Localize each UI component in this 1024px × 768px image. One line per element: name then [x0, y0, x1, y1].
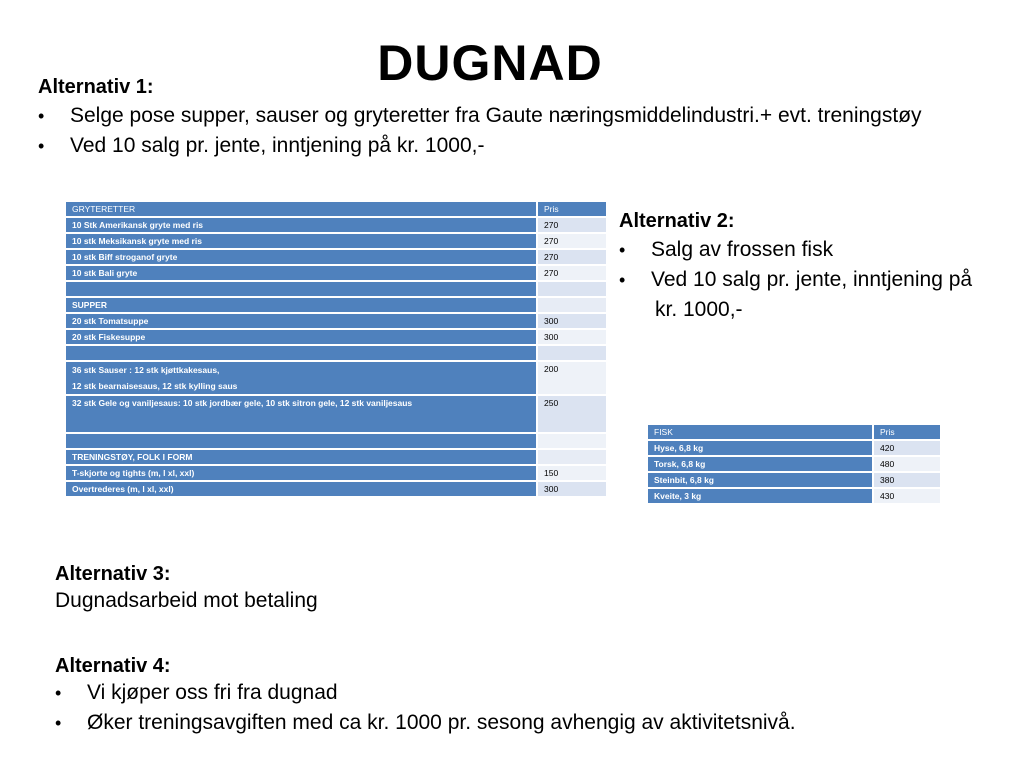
product-name: Overtrederes (m, l xl, xxl)	[66, 482, 536, 496]
alternativ-2-continuation: kr. 1000,-	[655, 298, 743, 321]
fish-table-container	[646, 423, 942, 505]
product-name-multiline	[66, 362, 536, 394]
alternativ-3-text: Dugnadsarbeid mot betaling	[55, 589, 318, 612]
product-price: 270	[538, 218, 606, 232]
product-price	[538, 434, 606, 448]
product-price: 300	[538, 482, 606, 496]
table-row	[66, 482, 606, 496]
alternativ-4-bullet-text: Vi kjøper oss fri fra dugnad	[87, 681, 338, 704]
product-name: 10 stk Meksikansk gryte med ris	[66, 234, 536, 248]
table-row-empty	[66, 346, 606, 360]
table-section-row	[66, 450, 606, 464]
product-name: 20 stk Tomatsuppe	[66, 314, 536, 328]
product-name: T-skjorte og tights (m, l xl, xxl)	[66, 466, 536, 480]
product-price	[538, 450, 606, 464]
alternativ-4-heading: Alternativ 4:	[55, 655, 171, 677]
product-price: 150	[538, 466, 606, 480]
table-row	[66, 218, 606, 232]
fish-name: Steinbit, 6,8 kg	[648, 473, 872, 487]
alternativ-4-bullet-text: Øker treningsavgiften med ca kr. 1000 pr. sesong avhengig av aktivitetsnivå.	[87, 711, 796, 734]
product-price	[538, 282, 606, 296]
alternativ-2-bullet-text: Ved 10 salg pr. jente, inntjening på	[651, 268, 973, 291]
section-label: TRENINGSTØY, FOLK I FORM	[66, 450, 536, 464]
alternativ-1-heading: Alternativ 1:	[38, 76, 154, 98]
table-row	[66, 234, 606, 248]
bullet-icon: •	[55, 713, 62, 733]
table-row	[66, 396, 606, 432]
fish-price: 380	[874, 473, 940, 487]
table-row	[66, 250, 606, 264]
product-name: 10 stk Bali gryte	[66, 266, 536, 280]
table-row-empty	[66, 434, 606, 448]
product-table-container	[64, 200, 608, 498]
table-row	[648, 473, 940, 487]
alternativ-3-heading: Alternativ 3:	[55, 563, 171, 585]
product-name	[66, 282, 536, 296]
alternativ-4-bullet	[55, 708, 796, 738]
alternativ-2-bullet	[619, 265, 972, 295]
table-header-cell: FISK	[648, 425, 872, 439]
table-header-cell: GRYTERETTER	[66, 202, 536, 216]
table-header-cell: Pris	[538, 202, 606, 216]
product-price	[538, 346, 606, 360]
section-label: SUPPER	[66, 298, 536, 312]
fish-name: Torsk, 6,8 kg	[648, 457, 872, 471]
product-price: 270	[538, 266, 606, 280]
alternativ-4-section	[55, 655, 796, 738]
product-price-table	[64, 200, 608, 498]
product-name: 10 stk Biff stroganof gryte	[66, 250, 536, 264]
alternativ-1-bullet	[38, 131, 922, 161]
alternativ-1-bullet	[38, 101, 922, 131]
table-row	[648, 457, 940, 471]
fish-price-table	[646, 423, 942, 505]
bullet-icon: •	[38, 136, 45, 156]
table-row	[648, 441, 940, 455]
alternativ-2-heading: Alternativ 2:	[619, 210, 735, 232]
product-name	[66, 346, 536, 360]
fish-price: 480	[874, 457, 940, 471]
product-price: 300	[538, 330, 606, 344]
alternativ-1-bullet-text: Ved 10 salg pr. jente, inntjening på kr. 1000,-	[70, 134, 485, 157]
alternativ-2-bullet	[619, 235, 972, 265]
alternativ-2-bullet-text: Salg av frossen fisk	[651, 238, 834, 261]
table-row-empty	[66, 282, 606, 296]
alternativ-1-section	[38, 76, 922, 161]
bullet-icon: •	[38, 106, 45, 126]
product-price	[538, 298, 606, 312]
bullet-icon: •	[619, 270, 626, 290]
table-row	[66, 314, 606, 328]
bullet-icon: •	[55, 683, 62, 703]
fish-price: 430	[874, 489, 940, 503]
fish-price: 420	[874, 441, 940, 455]
table-row	[66, 330, 606, 344]
product-name: 20 stk Fiskesuppe	[66, 330, 536, 344]
alternativ-3-section	[55, 563, 318, 616]
table-header-row	[648, 425, 940, 439]
table-row	[648, 489, 940, 503]
product-price: 270	[538, 234, 606, 248]
alternativ-1-bullet-text: Selge pose supper, sauser og gryteretter fra Gaute næringsmiddelindustri.+ evt. treningstøy	[70, 104, 922, 127]
table-row	[66, 266, 606, 280]
product-name-continued: 12 stk bearnaisesaus, 12 stk kylling saus	[72, 381, 238, 391]
product-price: 250	[538, 396, 606, 432]
product-name: 32 stk Gele og vaniljesaus: 10 stk jordbær gele, 10 stk sitron gele, 12 stk vaniljesaus	[66, 396, 536, 432]
product-price: 300	[538, 314, 606, 328]
fish-name: Hyse, 6,8 kg	[648, 441, 872, 455]
table-header-row	[66, 202, 606, 216]
fish-name: Kveite, 3 kg	[648, 489, 872, 503]
table-row	[66, 362, 606, 394]
product-name: 36 stk Sauser : 12 stk kjøttkakesaus,	[72, 365, 220, 375]
page-title: DUGNAD	[377, 35, 603, 91]
alternativ-4-bullet	[55, 678, 796, 708]
alternativ-2-section	[619, 210, 972, 325]
product-name	[66, 434, 536, 448]
table-section-row	[66, 298, 606, 312]
table-header-cell: Pris	[874, 425, 940, 439]
table-row	[66, 466, 606, 480]
product-price: 270	[538, 250, 606, 264]
product-price: 200	[538, 362, 606, 394]
bullet-icon: •	[619, 240, 626, 260]
product-name: 10 Stk Amerikansk gryte med ris	[66, 218, 536, 232]
